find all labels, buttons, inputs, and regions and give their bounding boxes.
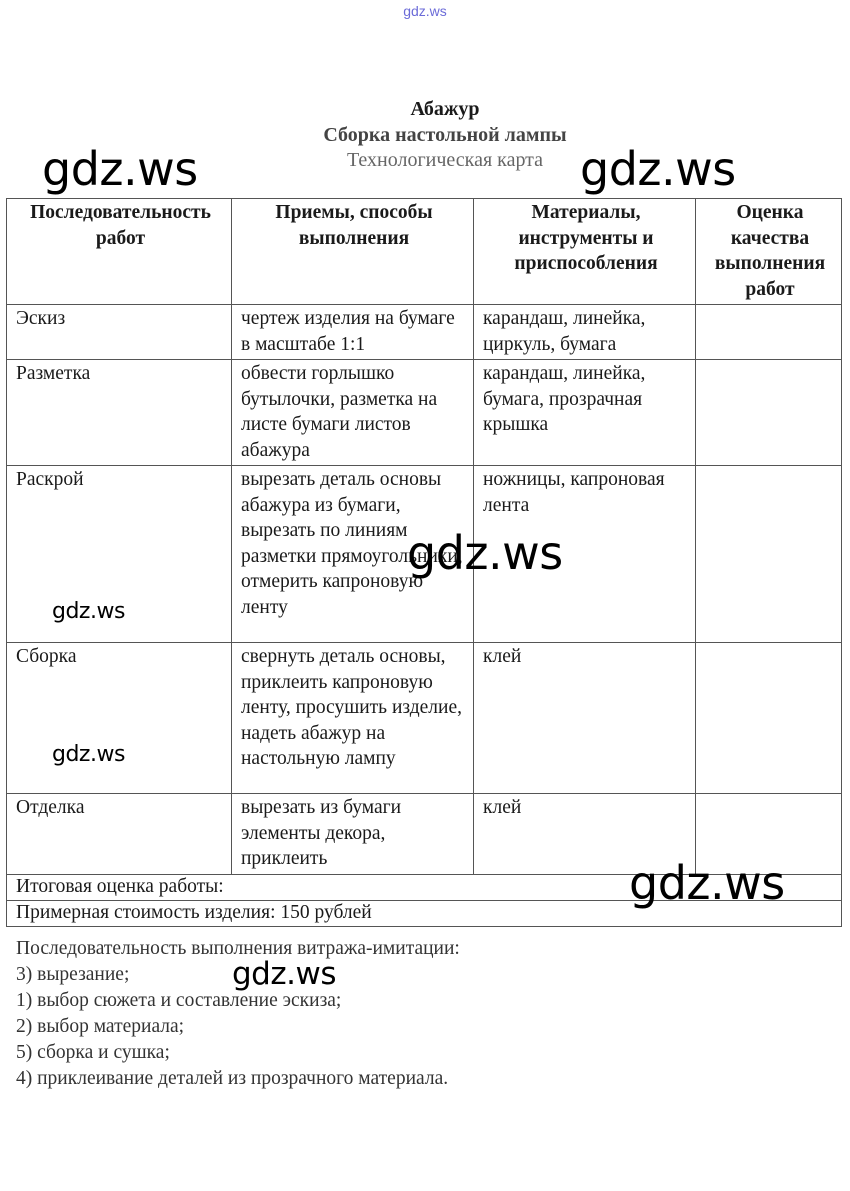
watermark: gdz.ws — [232, 956, 336, 992]
cell-stage: Разметка — [7, 360, 232, 466]
column-header-method: Приемы, способы выполнения — [232, 199, 474, 305]
cell-method: чертеж изделия на бумаге в масштабе 1:1 — [232, 305, 474, 360]
cell-stage: Сборка — [7, 643, 232, 794]
watermark: gdz.ws — [52, 599, 125, 624]
document-title: Абажур — [410, 98, 480, 120]
cell-stage: Отделка — [7, 794, 232, 875]
cell-grade — [696, 466, 842, 643]
document-subtitle: Сборка настольной лампы — [323, 124, 567, 146]
watermark: gdz.ws — [629, 856, 785, 910]
watermark: gdz.ws — [42, 142, 198, 196]
list-item: 4) приклеивание деталей из прозрачного материала. — [16, 1068, 449, 1089]
cell-method: свернуть деталь основы, приклеить капроновую ленту, просушить изделие, надеть абажур на настольную лампу — [232, 643, 474, 794]
watermark: gdz.ws — [407, 526, 563, 580]
document-kind: Технологическая карта — [346, 149, 544, 171]
list-item: 5) сборка и сушка; — [16, 1042, 170, 1063]
column-header-materials: Материалы, инструменты и приспособления — [474, 199, 696, 305]
cell-materials: карандаш, линейка, циркуль, бумага — [474, 305, 696, 360]
cell-method: вырезать деталь основы абажура из бумаги, вырезать по линиям разметки прямоугольники, отмерить капроновую ленту — [232, 466, 474, 643]
column-header-stage: Последовательность работ — [7, 199, 232, 305]
total-grade-label: Итоговая оценка работы: — [7, 874, 842, 900]
list-item: 2) выбор материала; — [16, 1016, 185, 1037]
list-item: 3) вырезание; — [16, 964, 130, 985]
cost-label: Примерная стоимость изделия: 150 рублей — [7, 900, 842, 926]
table-row — [7, 305, 842, 360]
table-row — [7, 643, 842, 794]
list-item: 1) выбор сюжета и составление эскиза; — [16, 990, 342, 1011]
cell-grade — [696, 305, 842, 360]
site-mark: gdz.ws — [403, 3, 447, 19]
cell-method: обвести горлышко бутылочки, разметка на листе бумаги листов абажура — [232, 360, 474, 466]
cell-method: вырезать из бумаги элементы декора, приклеить — [232, 794, 474, 875]
table-header-row — [7, 199, 842, 305]
column-header-grade: Оценка качества выполнения работ — [696, 199, 842, 305]
cell-stage: Раскрой — [7, 466, 232, 643]
watermark: gdz.ws — [52, 742, 125, 767]
cell-grade — [696, 360, 842, 466]
cell-materials: клей — [474, 794, 696, 875]
cell-materials: карандаш, линейка, бумага, прозрачная крышка — [474, 360, 696, 466]
cell-materials: ножницы, капроновая лента — [474, 466, 696, 643]
table-row — [7, 360, 842, 466]
cell-stage: Эскиз — [7, 305, 232, 360]
sequence-heading: Последовательность выполнения витража-имитации: — [16, 938, 460, 959]
watermark: gdz.ws — [580, 142, 736, 196]
cell-materials: клей — [474, 643, 696, 794]
cell-grade — [696, 643, 842, 794]
